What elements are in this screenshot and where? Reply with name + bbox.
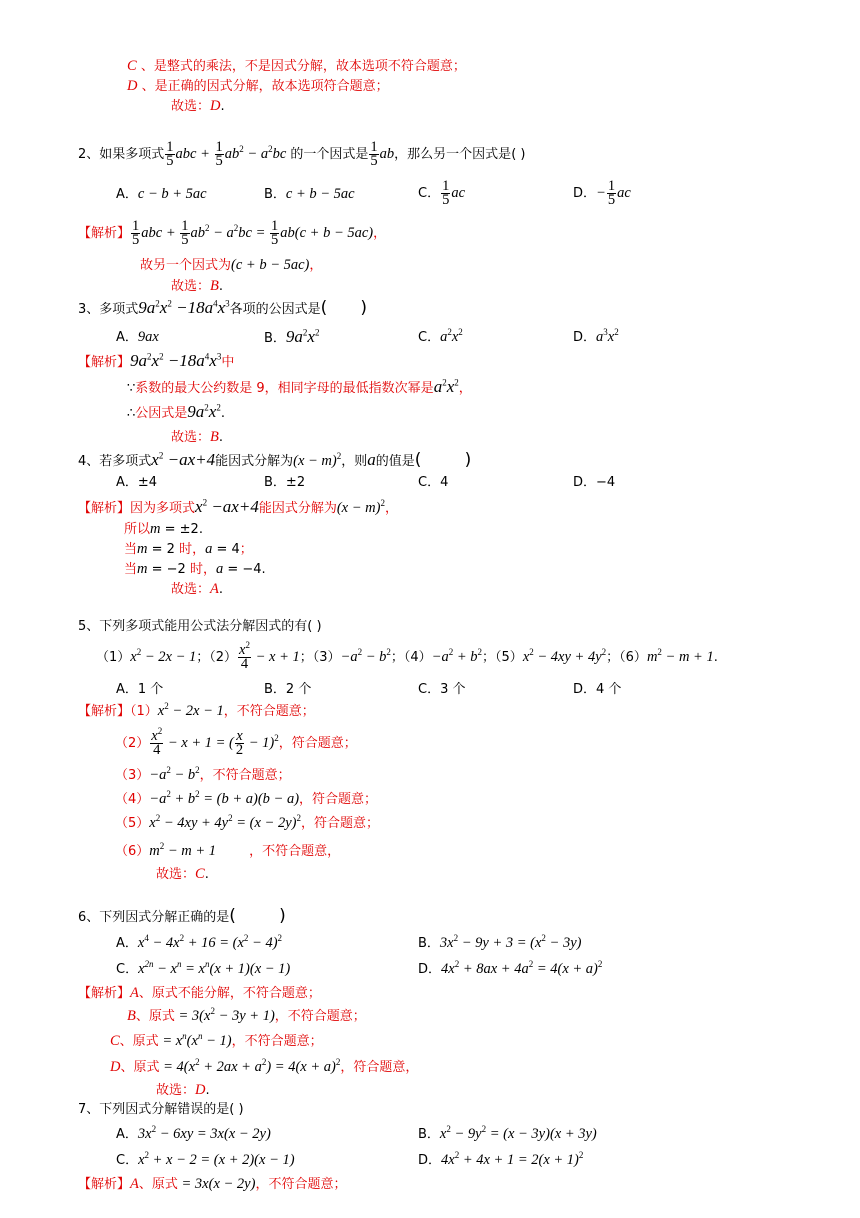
q7-analysis-a: 【解析】A、原式 = 3x(x − 2y)，不符合题意； bbox=[78, 1176, 347, 1192]
q4-stem: 4、若多项式$x^2 -ax+4$能因式分解为$(x - m)^2$，则a的值是( ) bbox=[78, 450, 472, 470]
q5-option-d: D．4 个 bbox=[573, 682, 622, 697]
q2-option-b: B．c + b − 5ac bbox=[264, 186, 355, 202]
q3-analysis-line2: ∵系数的最大公约数是 9，相同字母的最低指数次幂是$a^2x^2$， bbox=[127, 377, 472, 396]
prev-solution-c-line: C 、是整式的乘法，不是因式分解，故本选项不符合题意； bbox=[127, 58, 466, 74]
q2-option-d: D．− $\frac{1}{5}$ ac bbox=[573, 178, 631, 209]
q6-analysis-d: D、原式 = $4(x^2 + 2ax + a^2) = 4(x + a)^2$，符合题意， bbox=[110, 1057, 419, 1075]
q3-answer: 故选：B. bbox=[171, 429, 224, 445]
q7-stem: 7、下列因式分解错误的是( ) bbox=[78, 1102, 244, 1117]
q5-analysis-3: $(3)-a^2 - b^2$，不符合题意； bbox=[115, 765, 291, 783]
q4-option-c: C．4 bbox=[418, 475, 449, 490]
q2-option-c: C． $\frac{1}{5}$ ac bbox=[418, 178, 466, 209]
q5-analysis-2: （2） $\frac{x^2}{4}$ − x + 1 = ( $\frac{x}{2}$ − 1)$^2$，符合题意； bbox=[115, 726, 357, 759]
q4-option-d: D．−4 bbox=[573, 475, 616, 490]
q4-answer: 故选：A. bbox=[171, 581, 224, 597]
q7-option-c: C．$x^2 + x - 2 = (x + 2)(x - 1)$ bbox=[116, 1150, 295, 1168]
q4-option-b: B．±2 bbox=[264, 475, 306, 490]
q6-option-a: A．$x^4 - 4x^2 + 16 = (x^2 - 4)^2$ bbox=[116, 933, 283, 951]
prev-answer-line: 故选：D. bbox=[171, 98, 225, 114]
q6-option-c: C．$x^{2n} - x^n = x^n(x + 1)(x - 1)$ bbox=[116, 959, 291, 977]
q5-analysis-5: $(5)x^2 - 4xy + 4y^2 = (x - 2y)^2$，符合题意； bbox=[115, 813, 379, 831]
q3-option-a: A．9ax bbox=[116, 329, 159, 345]
q3-option-b: B．$9a^2x^2$ bbox=[264, 327, 320, 346]
q5-option-c: C．3 个 bbox=[418, 682, 466, 697]
q6-answer: 故选：D. bbox=[156, 1082, 210, 1098]
q4-analysis-line2: 所以m = ±2. bbox=[124, 521, 203, 537]
q3-option-d: D．$a^3x^2$ bbox=[573, 327, 619, 345]
q3-option-c: C．$a^2x^2$ bbox=[418, 327, 463, 345]
q2-analysis-line1: 【解析】 $\frac{1}{5}$ abc + $\frac{1}{5}$ $ab^2 - a^2bc$ = $\frac{1}{5}$ ab(c + b − 5ac)， bbox=[78, 218, 387, 249]
q4-option-a: A．±4 bbox=[116, 475, 158, 490]
q5-items: $(1)x^2 - 2x - 1$；（2） $\frac{x^2}{4}$ − x + 1；$(3)-a^2 - b^2$；$(4)-a^2 + b^2$；$(5)x^2 - 4xy + 4y^2$；$(6)m^2 - m + 1$. bbox=[96, 640, 718, 673]
q6-analysis-b: B、原式 = $3(x^2 - 3y + 1)$，不符合题意； bbox=[127, 1006, 366, 1024]
q5-analysis-4: $(4)-a^2 + b^2 = (b + a)(b - a)$，符合题意； bbox=[115, 789, 378, 807]
q7-option-b: B．$x^2 - 9y^2 = (x - 3y)(x + 3y)$ bbox=[418, 1124, 597, 1142]
q7-option-d: D．$4x^2 + 4x + 1 = 2(x + 1)^2$ bbox=[418, 1150, 584, 1168]
q6-option-d: D．$4x^2 + 8ax + 4a^2 = 4(x + a)^2$ bbox=[418, 959, 603, 977]
q4-analysis-line4: 当m = −2 时，a = −4. bbox=[124, 561, 266, 577]
q7-option-a: A．$3x^2 - 6xy = 3x(x - 2y)$ bbox=[116, 1124, 271, 1142]
q6-stem: 6、下列因式分解正确的是( ) bbox=[78, 906, 286, 926]
q6-analysis-c: C、原式 = $x^n(x^n - 1)$，不符合题意； bbox=[110, 1031, 323, 1049]
q2-stem: 2、如果多项式 $\frac{1}{5}$ abc + $\frac{1}{5}$ $ab^2 - a^2bc$ 的一个因式是 $\frac{1}{5}$ ab，那么另一个因式是( ) bbox=[78, 139, 526, 170]
prev-solution-d-line: D 、是正确的因式分解，故本选项符合题意； bbox=[127, 78, 389, 94]
q5-option-a: A．1 个 bbox=[116, 682, 164, 697]
q3-analysis-line3: ∴公因式是$9a^2x^2$. bbox=[127, 402, 225, 421]
q5-analysis-6: $(6)m^2 - m + 1$ ，不符合题意， bbox=[115, 841, 341, 859]
q3-stem: 3、多项式$9a^2x^2 -18a^4x^3$各项的公因式是( ) bbox=[78, 298, 367, 318]
q6-option-b: B．$3x^2 - 9y + 3 = (x^2 - 3y)$ bbox=[418, 933, 582, 951]
q3-analysis-line1: 【解析】$9a^2x^2 -18a^4x^3$中 bbox=[78, 351, 235, 370]
q4-analysis-line1: 【解析】因为多项式$x^2 -ax+4$能因式分解为$(x - m)^2$， bbox=[78, 497, 398, 516]
q5-analysis-1: 【解析】$(1)x^2 - 2x - 1$，不符合题意； bbox=[78, 701, 315, 719]
q2-analysis-line2: 故另一个因式为(c + b − 5ac)， bbox=[140, 257, 323, 273]
q6-analysis-a: 【解析】A、原式不能分解，不符合题意； bbox=[78, 985, 321, 1001]
q2-option-a: A．c − b + 5ac bbox=[116, 186, 207, 202]
q5-stem: 5、下列多项式能用公式法分解因式的有( ) bbox=[78, 619, 322, 634]
q5-option-b: B．2 个 bbox=[264, 682, 312, 697]
q5-answer: 故选：C. bbox=[156, 866, 209, 882]
q2-answer: 故选：B. bbox=[171, 278, 224, 294]
q4-analysis-line3: 当m = 2 时，a = 4； bbox=[124, 541, 253, 557]
